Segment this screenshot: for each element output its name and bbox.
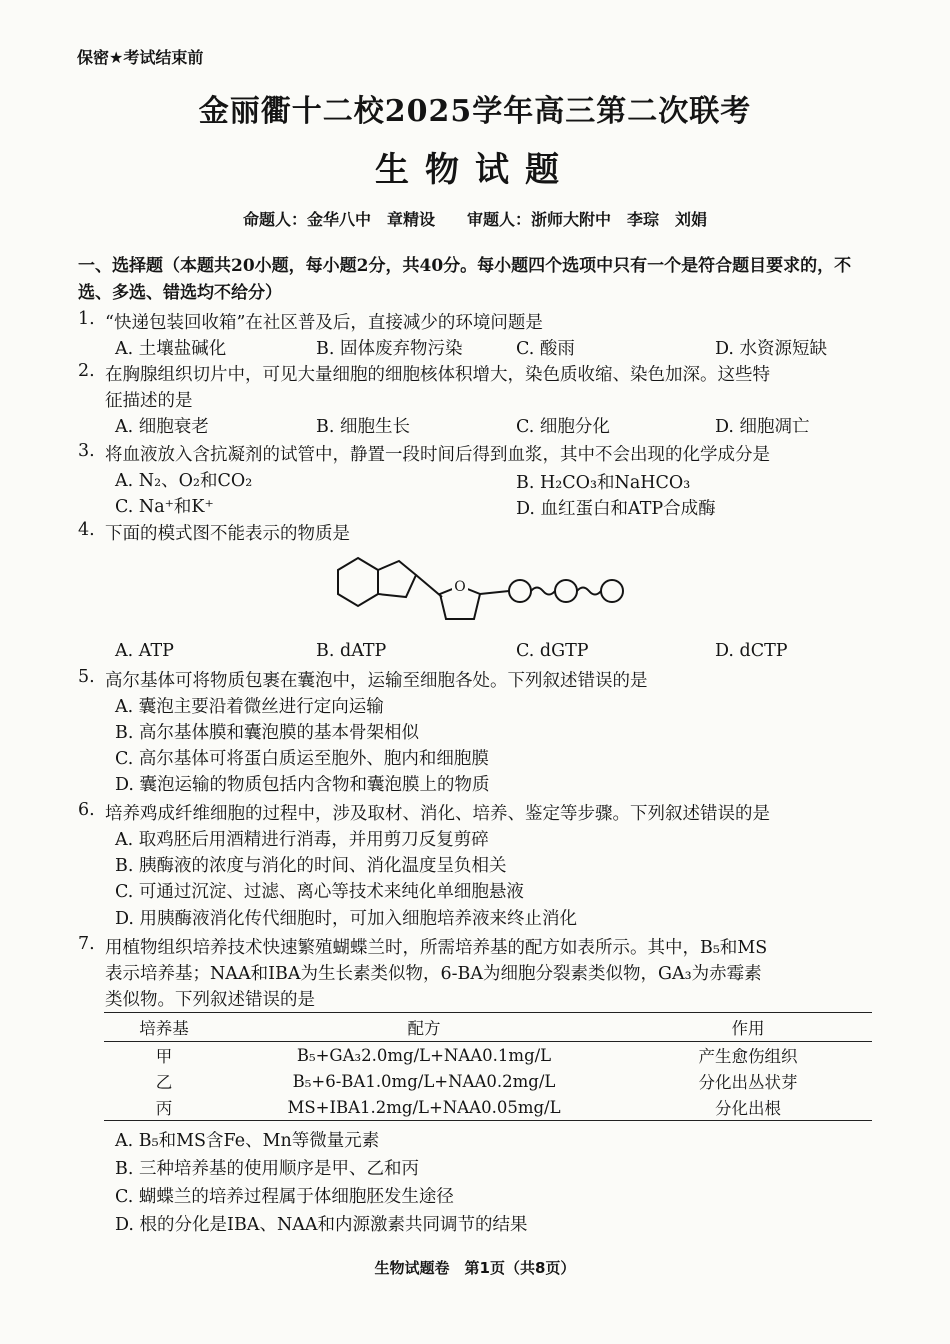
six-ring	[338, 558, 378, 606]
q1-option-a: A. 土壤盐碱化	[115, 339, 227, 359]
q3-option-d: D. 血红蛋白和ATP合成酶	[516, 499, 716, 519]
q4-option-d: D. dCTP	[715, 641, 788, 661]
medium-table	[104, 1012, 872, 1121]
phosphate-3	[601, 580, 623, 602]
five-ring	[378, 561, 416, 597]
q1-option-d: D. 水资源短缺	[715, 339, 828, 359]
q1-option-b: B. 固体废弃物污染	[316, 339, 463, 359]
q7-option-b: B. 三种培养基的使用顺序是甲、乙和丙	[115, 1159, 419, 1179]
section-heading: 一、选择题（本题共20小题，每小题2分，共40分。每小题四个选项中只有一个是符合题目要求的，不选、多选、错选均不给分）	[78, 256, 852, 303]
phosphate-1	[509, 580, 531, 602]
q3-option-a: A. N₂、O₂和CO₂	[115, 471, 253, 491]
table-cell: 产生愈伤组织	[698, 1047, 798, 1066]
table-cell: 分化出根	[624, 1094, 872, 1121]
q6-option-c: C. 可通过沉淀、过滤、离心等技术来纯化单细胞悬液	[115, 882, 524, 902]
q2-stem-line1: 在胸腺组织切片中，可见大量细胞的细胞核体积增大，染色质收缩、染色加深。这些特	[105, 365, 770, 385]
q4-stem: 下面的模式图不能表示的物质是	[105, 524, 350, 544]
molecule-diagram	[320, 545, 630, 635]
table-cell: B₅+6-BA1.0mg/L+NAA0.2mg/L	[292, 1071, 556, 1091]
confidential-label: 保密★考试结束前	[77, 48, 204, 67]
page-footer: 生物试题卷 第1页（共8页）	[374, 1259, 576, 1277]
q6-option-b: B. 胰酶液的浓度与消化的时间、消化温度呈负相关	[115, 856, 507, 876]
table-cell: 丙	[104, 1094, 224, 1121]
q7-option-c: C. 蝴蝶兰的培养过程属于体细胞胚发生途径	[115, 1187, 454, 1207]
q4-option-a: A. ATP	[115, 641, 174, 661]
q3-number: 3.	[78, 441, 95, 461]
table-cell: 甲	[155, 1047, 173, 1066]
table-row	[104, 1042, 872, 1069]
table-header: 培养基	[104, 1013, 224, 1042]
q2-option-a: A. 细胞衰老	[115, 417, 209, 437]
q7-stem-line3: 类似物。下列叙述错误的是	[105, 990, 315, 1010]
table-cell: 分化出丛状芽	[698, 1073, 798, 1092]
q2-stem-line2: 征描述的是	[105, 391, 193, 411]
table-header: 配方	[224, 1013, 624, 1042]
q7-option-d: D. 根的分化是IBA、NAA和内源激素共同调节的结果	[115, 1215, 528, 1235]
q4-option-b: B. dATP	[316, 641, 387, 661]
q7-stem-line2: 表示培养基；NAA和IBA为生长素类似物，6-BA为细胞分裂素类似物，GA₃为赤霉素	[105, 964, 762, 984]
q1-option-c: C. 酸雨	[516, 339, 575, 359]
q4-number: 4.	[78, 520, 95, 540]
q3-option-b: B. H₂CO₃和NaHCO₃	[516, 473, 691, 493]
q2-option-c: C. 细胞分化	[516, 417, 610, 437]
q5-option-a: A. 囊泡主要沿着微丝进行定向运输	[115, 697, 384, 717]
q7-number: 7.	[78, 934, 95, 954]
q5-option-b: B. 高尔基体膜和囊泡膜的基本骨架相似	[115, 723, 419, 743]
q5-option-d: D. 囊泡运输的物质包括内含物和囊泡膜上的物质	[115, 775, 490, 795]
q6-stem: 培养鸡成纤维细胞的过程中，涉及取材、消化、培养、鉴定等步骤。下列叙述错误的是	[105, 804, 770, 824]
table-row	[104, 1094, 872, 1121]
q1-stem: “快递包装回收箱”在社区普及后，直接减少的环境问题是	[105, 313, 543, 333]
table-cell: B₅+GA₃2.0mg/L+NAA0.1mg/L	[296, 1045, 552, 1065]
q4-option-c: C. dGTP	[516, 641, 589, 661]
table-header: 作用	[624, 1013, 872, 1042]
q3-option-c: C. Na⁺和K⁺	[115, 497, 214, 517]
exam-title: 金丽衢十二校2025学年高三第二次联考	[198, 94, 752, 129]
subject-title: 生物试题	[375, 150, 575, 190]
table-cell: MS+IBA1.2mg/L+NAA0.05mg/L	[224, 1094, 624, 1121]
q5-option-c: C. 高尔基体可将蛋白质运至胞外、胞内和细胞膜	[115, 749, 489, 769]
q7-option-a: A. B₅和MS含Fe、Mn等微量元素	[115, 1131, 380, 1151]
phosphate-2	[555, 580, 577, 602]
q5-stem: 高尔基体可将物质包裹在囊泡中，运输至细胞各处。下列叙述错误的是	[105, 671, 648, 691]
q1-number: 1.	[78, 309, 95, 329]
q2-option-d: D. 细胞凋亡	[715, 417, 810, 437]
authors-line: 命题人：金华八中 章精设 审题人：浙师大附中 李琮 刘娟	[242, 210, 707, 229]
table-cell: 乙	[155, 1073, 173, 1092]
q7-stem-line1: 用植物组织培养技术快速繁殖蝴蝶兰时，所需培养基的配方如表所示。其中，B₅和MS	[105, 938, 768, 958]
q2-number: 2.	[78, 361, 95, 381]
q2-option-b: B. 细胞生长	[316, 417, 410, 437]
ring-oxygen-label: O	[454, 579, 466, 595]
q6-option-a: A. 取鸡胚后用酒精进行消毒，并用剪刀反复剪碎	[115, 830, 489, 850]
table-row	[104, 1068, 872, 1094]
table-header-row	[104, 1013, 872, 1042]
q5-number: 5.	[78, 667, 95, 687]
q6-option-d: D. 用胰酶液消化传代细胞时，可加入细胞培养液来终止消化	[115, 909, 578, 929]
q6-number: 6.	[78, 800, 95, 820]
q3-stem: 将血液放入含抗凝剂的试管中，静置一段时间后得到血浆，其中不会出现的化学成分是	[105, 445, 770, 465]
